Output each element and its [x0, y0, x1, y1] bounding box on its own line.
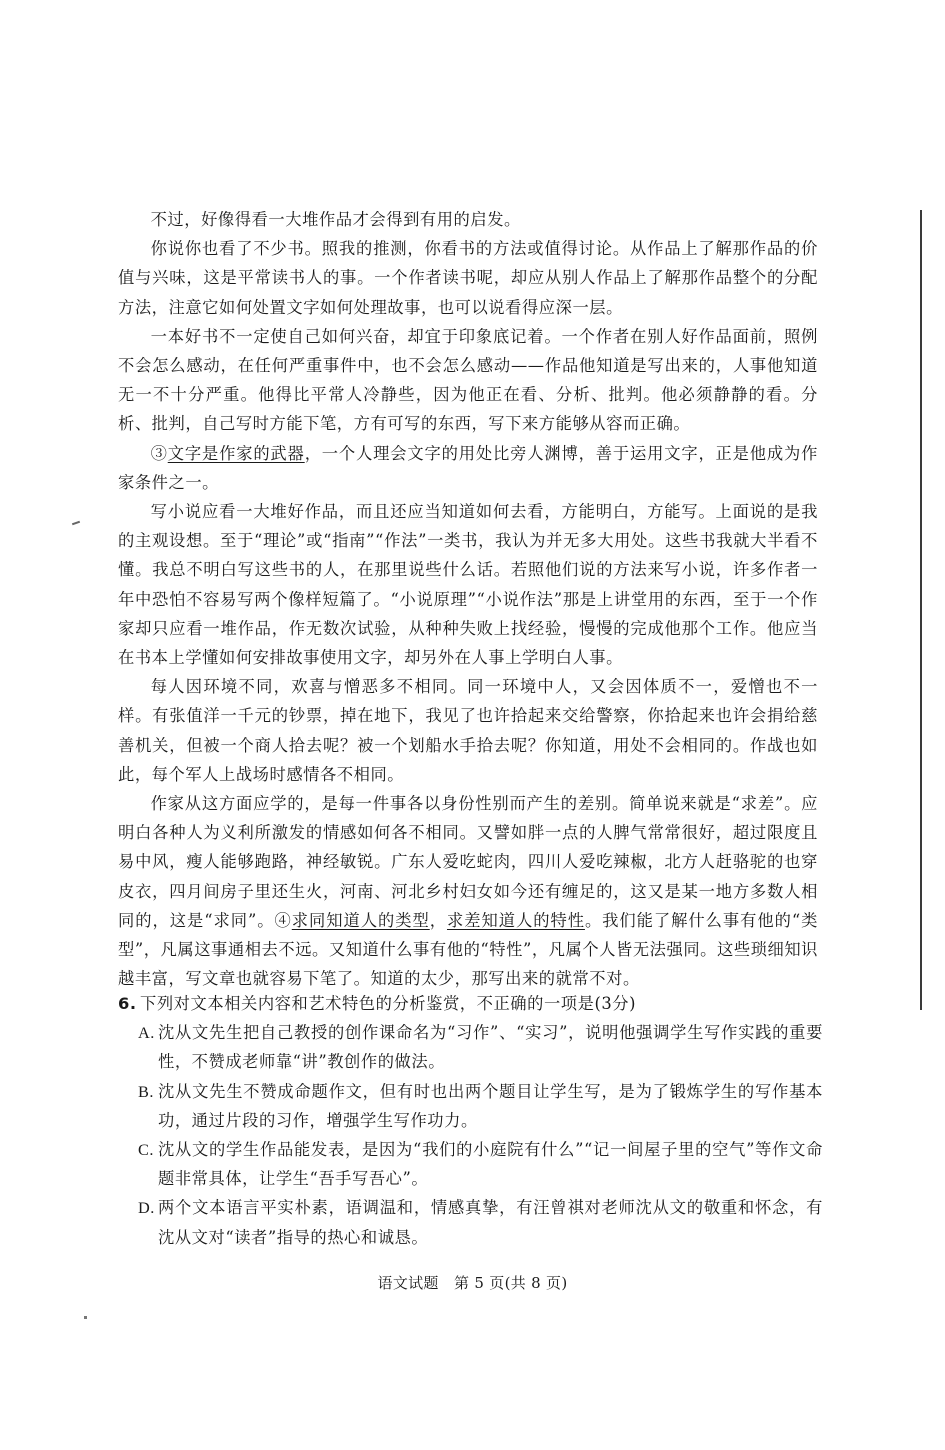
- question-text: 下列对文本相关内容和艺术特色的分析鉴赏，不正确的一项是(3分): [140, 994, 636, 1013]
- reading-passage: [118, 205, 818, 993]
- question-6: [118, 989, 823, 1252]
- paragraph-7-text-a: 作家从这方面应学的，是每一件事各以身份性别而产生的差别。简单说来就是“求差”。应明白各种人为义利所激发的情感如何各不相同。又譬如胖一点的人脾气常常很好，超过限度且易中风，瘦人能够跑路，神经敏锐。广东人爱吃蛇肉，四川人爱吃辣椒，北方人赶骆驼的也穿皮衣，四月间房子里还生火，河南、河北乡村妇女如今还有缠足的，这又是某一地方多数人相同的，这是“求同”。: [118, 794, 818, 930]
- underlined-sentence-4b: 求差知道人的特性: [446, 910, 585, 930]
- option-a: [138, 1018, 823, 1076]
- paragraph-4-text: ，一个人理会文字的用处比旁人渊博，善于运用文字，正是他成为作家条件之一。: [118, 443, 818, 492]
- option-b: [138, 1077, 823, 1135]
- paragraph-5: 写小说应看一大堆好作品，而且还应当知道如何去看，方能明白，方能写。上面说的是我的主观设想。至于“理论”或“指南”“作法”一类书，我认为并无多大用处。这些书我就大半看不懂。我总不明白写这些书的人，在那里说些什么话。若照他们说的方法来写小说，许多作者一年中恐怕不容易写两个像样短篇了。“小说原理”“小说作法”那是上讲堂用的东西，至于一个作家却只应看一堆作品，作无数次试验，从种种失败上找经验，慢慢的完成他那个工作。他应当在书本上学懂如何安排故事使用文字，却另外在人事上学明白人事。: [118, 502, 818, 668]
- paragraph-3: 一本好书不一定使自己如何兴奋，却宜于印象底记着。一个作者在别人好作品面前，照例不会怎么感动，在任何严重事件中，也不会怎么感动——作品他知道是写出来的，人事他知道无一不十分严重。他得比平常人冷静些，因为他正在看、分析、批判。他必须静静的看。分析、批判，自己写时方能下笔，方有可写的东西，写下来方能够从容而正确。: [118, 326, 818, 434]
- option-d: [138, 1193, 823, 1251]
- paragraph-4: [118, 439, 818, 497]
- option-text: 沈从文先生不赞成命题作文，但有时也出两个题目让学生写，是为了锻炼学生的写作基本功，通过片段的习作，增强学生写作功力。: [158, 1081, 823, 1130]
- underlined-sentence-3: 文字是作家的武器: [167, 443, 305, 463]
- question-number: 6.: [118, 994, 137, 1013]
- paragraph-1: 不过，好像得看一大堆作品才会得到有用的启发。: [150, 210, 521, 229]
- sentence-marker-4: ④: [274, 910, 292, 930]
- paragraph-6: 每人因环境不同，欢喜与憎恶多不相同。同一环境中人，又会因体质不一，爱憎也不一样。有张值洋一千元的钞票，掉在地下，我见了也许拾起来交给警察，你拾起来也许会捐给慈善机关，但被一个商人拾去呢？被一个划船水手拾去呢？你知道，用处不会相同的。作战也如此，每个军人上战场时感情各不相同。: [118, 677, 818, 784]
- scan-mark: [72, 521, 80, 526]
- option-label: A.: [138, 1023, 155, 1043]
- sentence-marker-3: ③: [150, 443, 168, 463]
- page-footer: 语文试题 第 5 页(共 8 页): [377, 1274, 568, 1292]
- underlined-sentence-4a: 求同知道人的类型: [291, 910, 430, 930]
- option-label: C.: [138, 1140, 155, 1160]
- option-c: [138, 1135, 823, 1193]
- comma: ，: [429, 910, 447, 930]
- option-text: 两个文本语言平实朴素，语调温和，情感真挚，有汪曾祺对老师沈从文的敬重和怀念，有沈从文对“读者”指导的热心和诚恳。: [158, 1198, 823, 1247]
- option-label: D.: [138, 1198, 155, 1218]
- question-stem: [118, 989, 823, 1018]
- paragraph-2: 你说你也看了不少书。照我的推测，你看书的方法或值得讨论。从作品上了解那作品的价值与兴味，这是平常读书人的事。一个作者读书呢，却应从别人作品上了解那作品整个的分配方法，注意它如何处置文字如何处理故事，也可以说看得应深一层。: [118, 239, 818, 317]
- option-label: B.: [138, 1081, 155, 1101]
- scan-mark: [84, 1316, 87, 1319]
- paragraph-7: [118, 789, 818, 993]
- option-text: 沈从文的学生作品能发表，是因为“我们的小庭院有什么”“记一间屋子里的空气”等作文命题非常具体，让学生“吾手写吾心”。: [158, 1140, 823, 1189]
- paragraph-7-text-b: 。我们能了解什么事有他的“类型”，凡属这事通相去不远。又知道什么事有他的“特性”，凡属个人皆无法强同。这些琐细知识越丰富，写文章也就容易下笔了。知道的太少，那写出来的就常不对。: [118, 910, 818, 989]
- scan-margin-line: [920, 210, 922, 1010]
- option-text: 沈从文先生把自己教授的创作课命名为“习作”、“实习”，说明他强调学生写作实践的重要性，不赞成老师靠“讲”教创作的做法。: [158, 1023, 823, 1072]
